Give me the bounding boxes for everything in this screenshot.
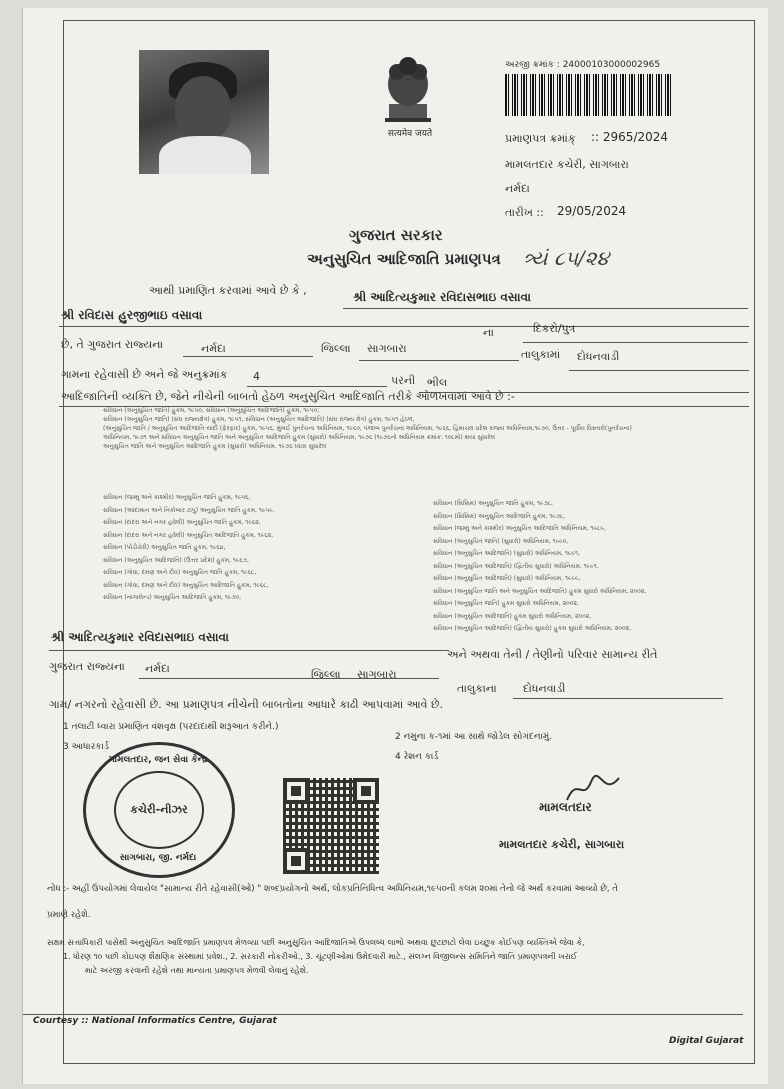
order-line: અધિનિયમ, ૧૯૭૧ અને સંવિધાન અનુસુચિત જાતિ અને અનુસુચિત આદિજાતિ હુકમ (સુધારો) અધિનિયમ, ૧૯૭૬ (૧૯૭૬નો અધિનિયમ ક્રમાંક: ૧૦૮મો) થયા સુધારેલ (103, 434, 496, 441)
basis-item-2: 2 નમુના ક-૧માં આ સાથે જોડેલ સોગંદનામું. (395, 732, 553, 742)
issue-date: 29/05/2024 (557, 204, 627, 218)
qr-code (283, 778, 379, 874)
taluka-label-2: તાલુકાના (457, 682, 497, 695)
order-line: સંવિધાન (સિક્કિમ) અનુસુચિત જાતિ હુકમ, ૧૯૭૮, (433, 500, 553, 507)
note-5: માટે અરજી કરવાની રહેશે તથા માન્યતા પ્રમાણપત્ર મેળવી લેવાનું રહેશે. (85, 966, 309, 975)
note-2: પ્રમાણે રહેશે. (47, 910, 91, 920)
order-line: સંવિધાન (જમ્મુ અને કાશ્મીર) અનુસુચિત જાતિ હુકમ, ૧૯૫૬, (103, 494, 251, 501)
order-line: સંવિધાન (પોંડીચેરી) અનુસુચિત જાતિ હુકમ, ૧૯૬૪, (103, 544, 226, 551)
district-label: જિલ્લા (321, 342, 351, 355)
applicant-photo (139, 50, 269, 174)
applicant-name-2: શ્રી આદિત્યકુમાર રવિદાસભાઇ વસાવા (51, 630, 229, 644)
order-line: સંવિધાન (અનુસુચિત આદિજાતિ) (ઉત્તર પ્રદેશ) હુકમ, ૧૯૬૭, (103, 556, 249, 564)
serial-no: 4 (253, 370, 260, 383)
office-line: મામલતદાર કચેરી, સાગબારા (505, 158, 629, 171)
digital-gujarat-text: Digital Gujarat (669, 1036, 744, 1046)
seal-top-text: મામલતદાર, જન સેવા કેન્દ્ર (108, 755, 208, 765)
order-line: સંવિધાન (ગોવા, દમણ અને દીવ) અનુસુચિત આદિજાતિ હુકમ, ૧૯૬૮, (103, 581, 269, 589)
intro-text: આથી પ્રમાણિત કરવામાં આવે છે કે , (149, 284, 307, 297)
government-title: ગુજરાત સરકાર (349, 226, 443, 244)
orders-left-list (103, 492, 275, 605)
district-value-2: નર્મદા (145, 662, 170, 675)
certificate-title: અનુસુચિત આદિજાતિ પ્રમાણપત્ર (307, 250, 501, 268)
barcode-label: અરજી ક્રમાંક : 24000103000002965 (505, 60, 661, 70)
order-line: સંવિધાન (અનુસુચિત આદિજાતિ) (સુધારો) અધિનિયમ, ૧૯૯૯, (433, 575, 581, 582)
recognition-line: આદિજાતિની વ્યક્તિ છે, જેને નીચેની બાબતો હેઠળ અનુસુચિત આદિજાતિ તરીકે ઓળખવામાં આવે છે :- (61, 390, 515, 403)
courtesy-text: Courtesy :: National Informatics Centre, Gujarat (33, 1016, 277, 1026)
national-emblem-icon (375, 44, 441, 136)
seal-bottom-text: સાગબારા, જી. નર્મદા (119, 853, 197, 863)
emblem-motto: सत्यमेव जयते (387, 129, 433, 139)
village-value-2: દોધનવાડી (523, 682, 566, 695)
note-1: નોંધ :- અહીં ઉપયોગમાં લેવાયેલ "સામાન્ય રીતે રહેવાસી(ઓ) " શબ્દપ્રયોગનો અર્થ, લોકપ્રતિનિધિત્વ અધિનિયમ,૧૯૫૦ની કલમ ૨૦માં તેનો જે અર્થ કરવામાં આવ્યો છે, તે (47, 884, 618, 894)
family-line: અને અથવા તેની / તેણીનો પરિવાર સામાન્ય રીતે (447, 648, 658, 661)
basis-item-1: 1 તલાટી ધ્વારા પ્રમાણિત વંશવૃક્ષ (પરદાદાથી શરૂઆત કરીને.) (63, 722, 279, 732)
applicant-name: શ્રી આદિત્યકુમાર રવિદાસભાઇ વસાવા (353, 290, 531, 304)
taluka-label: તાલુકામાં (521, 348, 561, 361)
district-line: નર્મદા (505, 182, 530, 195)
na-text: ના (483, 326, 494, 339)
office-seal (83, 742, 235, 878)
order-line: (અનુસુચિત જાતિ / અનુસુચિત આદિજાતિ યાદી (ફેરફાર) હુકમ, ૧૯૫૬, મુંબઈ પુનર્રચના અધિનિયમ, ૧૯૬૦, પંજાબ પુનર્રચના અધિનિયમ, ૧૯૬૬, હિમાચલ પ્રદેશ રાજ્ય અધિનિયમ,૧૯૭૦, ઉત્તર - પૂર્વીય વિસ્તારો(પુનર્રચના) (103, 425, 632, 432)
order-line: સંવિધાન (અનુસુચિત જાતિ) હુકમ સુધારો અધિનિયમ, ૨૦૦૨, (433, 600, 579, 607)
order-line: સંવિધાન (અનુસુચિત જાતિ) (સુધારો) અધિનિયમ, ૧૯૯૦, (433, 537, 569, 545)
basis-line: ગામ/ નગરનો રહેવાસી છે. આ પ્રમાણપત્ર નીચેની બાબતોના આધારે કાઢી આપવામાં આવે છે. (49, 698, 444, 711)
state-prefix-2: ગુજરાત રાજ્યના (49, 660, 125, 673)
state-prefix: છે, તે ગુજરાત રાજ્યના (61, 338, 164, 351)
parni-text: પરની (391, 374, 416, 387)
handwritten-note: ત્ર્યં ૮૫/૨૪ (523, 246, 609, 270)
relation: દિકરો/પુત્ર (533, 322, 576, 335)
order-line: સંવિધાન (ગોવા, દમણ અને દીવ) અનુસુચિત જાતિ હુકમ, ૧૯૬૮, (103, 569, 257, 576)
orders-top-list (103, 406, 632, 451)
order-line: સંવિધાન (જમ્મુ અને કાશ્મીર) અનુસુચિત આદિજાતિ અધિનિયમ, ૧૯૮૯, (433, 525, 606, 532)
basis-item-4: 4 રેશન કાર્ડ (395, 752, 439, 762)
order-line: સંવિધાન (અનુસુચિત આદિજાતિ) (દ્વિતીય સુધારો) અધિનિયમ, ૧૯૯૧, (433, 562, 599, 570)
basis-item-3: 3 આધારકાર્ડ (63, 742, 109, 752)
certificate-page (22, 8, 768, 1084)
seal-center-text: કચેરી-નીઝર (130, 803, 188, 816)
order-line: સંવિધાન (અનુસુચિત જાતિ અને અનુસુચિત આદિજાતિ) હુકમ સુધારો અધિનિયમ, ૨૦૦૨, (433, 587, 647, 595)
taluka-value: સાગબારા (367, 342, 407, 355)
order-line: સંવિધાન (આંદામાન અને નિકોબાર ટાપુ) અનુસુચિત જાતિ હુકમ, ૧૯૫૯, (103, 506, 275, 514)
barcode (505, 74, 673, 116)
note-3: સક્ષમ સત્તાધિકારી પાસેથી અનુસુચિત આદિજાતિ પ્રમાણપત્ર મેળવ્યા પછી અનુસુચિત આદિજાતિએ ઉપલબ્ધ લાભો અથવા છુટછાટો લેવા ઇચ્છુક કોઈપણ વ્યક્તિએ જેવા કે, (47, 938, 585, 947)
signatory-office: મામલતદાર કચેરી, સાગબારા (499, 838, 625, 851)
signatory-title: મામલતદાર (539, 800, 592, 814)
order-line: સંવિધાન (દાદરા અને નગર હવેલી) અનુસુચિત આદિજાતિ હુકમ, ૧૯૬૨, (103, 531, 274, 539)
parent-name: શ્રી રવિદાસ હુરજીભાઇ વસાવા (61, 308, 203, 322)
certificate-no-label: પ્રમાણપત્ર ક્રમાંક્ (505, 132, 576, 145)
order-line: સંવિધાન (અનુસુચિત આદિજાતિ) (દ્વિતીય સુધારો) હુકમ સુધારો અધિનિયમ, ૨૦૦૨, (433, 625, 631, 632)
note-4: 1. ધોરણ ૧૦ પછી કોઇપણ શૈક્ષણિક સંસ્થામાં પ્રવેશ., 2. સરકારી નોકરીઓ., 3. ચૂંટણીઓમાં ઉમેદવારી માટે., સંલગ્ન વિજીલન્સ સમિતિને જાતિ પ્રમાણપત્રની ખરાઈ (63, 952, 578, 961)
orders-right-list (433, 498, 646, 636)
district-value: નર્મદા (201, 342, 226, 355)
order-line: સંવિધાન (સિક્કિમ) અનુસુચિત આદિજાતિ હુકમ, ૧૯૭૮, (433, 512, 566, 520)
village-value: દોધનવાડી (577, 350, 620, 363)
certificate-no: :: 2965/2024 (591, 130, 669, 144)
taluka-value-2: સાગબારા (357, 668, 397, 681)
order-line: સંવિધાન (અનુસુચિત આદિજાતિ) (સુધારો) અધિનિયમ, ૧૯૯૧, (433, 550, 580, 557)
order-line: સંવિધાન (અનુસુચિત જાતિ) (સંઘ રાજ્યક્ષેત્ર) હુકમ, ૧૯૫૧, સંવિધાન (અનુસુચિત આદિજાતિ) (સંઘ રાજ્ય ક્ષેત્ર) હુકમ, ૧૯૫૧ હેઠળ, (103, 416, 415, 423)
order-line: સંવિધાન (અનુસુચિત જાતિ) હુકમ, ૧૯૫૦, સંવિધાન (અનુસુચિત આદિજાતિ) હુકમ, ૧૯૫૦; (103, 407, 320, 414)
order-line: સંવિધાન (નાગાલેન્ડ) અનુસુચિત આદિજાતિ હુકમ, ૧૯૭૦, (103, 594, 242, 601)
resident-line: ગામના રહેવાસી છે અને જે અનુક્રમાંક (61, 368, 228, 381)
district-label-2: જિલ્લા (311, 668, 341, 681)
date-label: તારીખ :: (505, 206, 544, 219)
order-line: સંવિધાન (દાદરા અને નગર હવેલી) અનુસુચિત જાતિ હુકમ, ૧૯૬૨, (103, 519, 261, 526)
order-line: અનુસુચિત જાતિ અને અનુસુચિત આદિજાતિ હુકમ (સુધારો) અધિનિયમ, ૧૯૭૬ ધ્વારા સુધારેલ (103, 443, 327, 450)
order-line: સંવિધાન (અનુસુચિત આદિજાતિ) હુકમ સુધારો અધિનિયમ, ૨૦૦૨, (433, 612, 592, 620)
tribe-value: ભીલ (427, 376, 448, 389)
